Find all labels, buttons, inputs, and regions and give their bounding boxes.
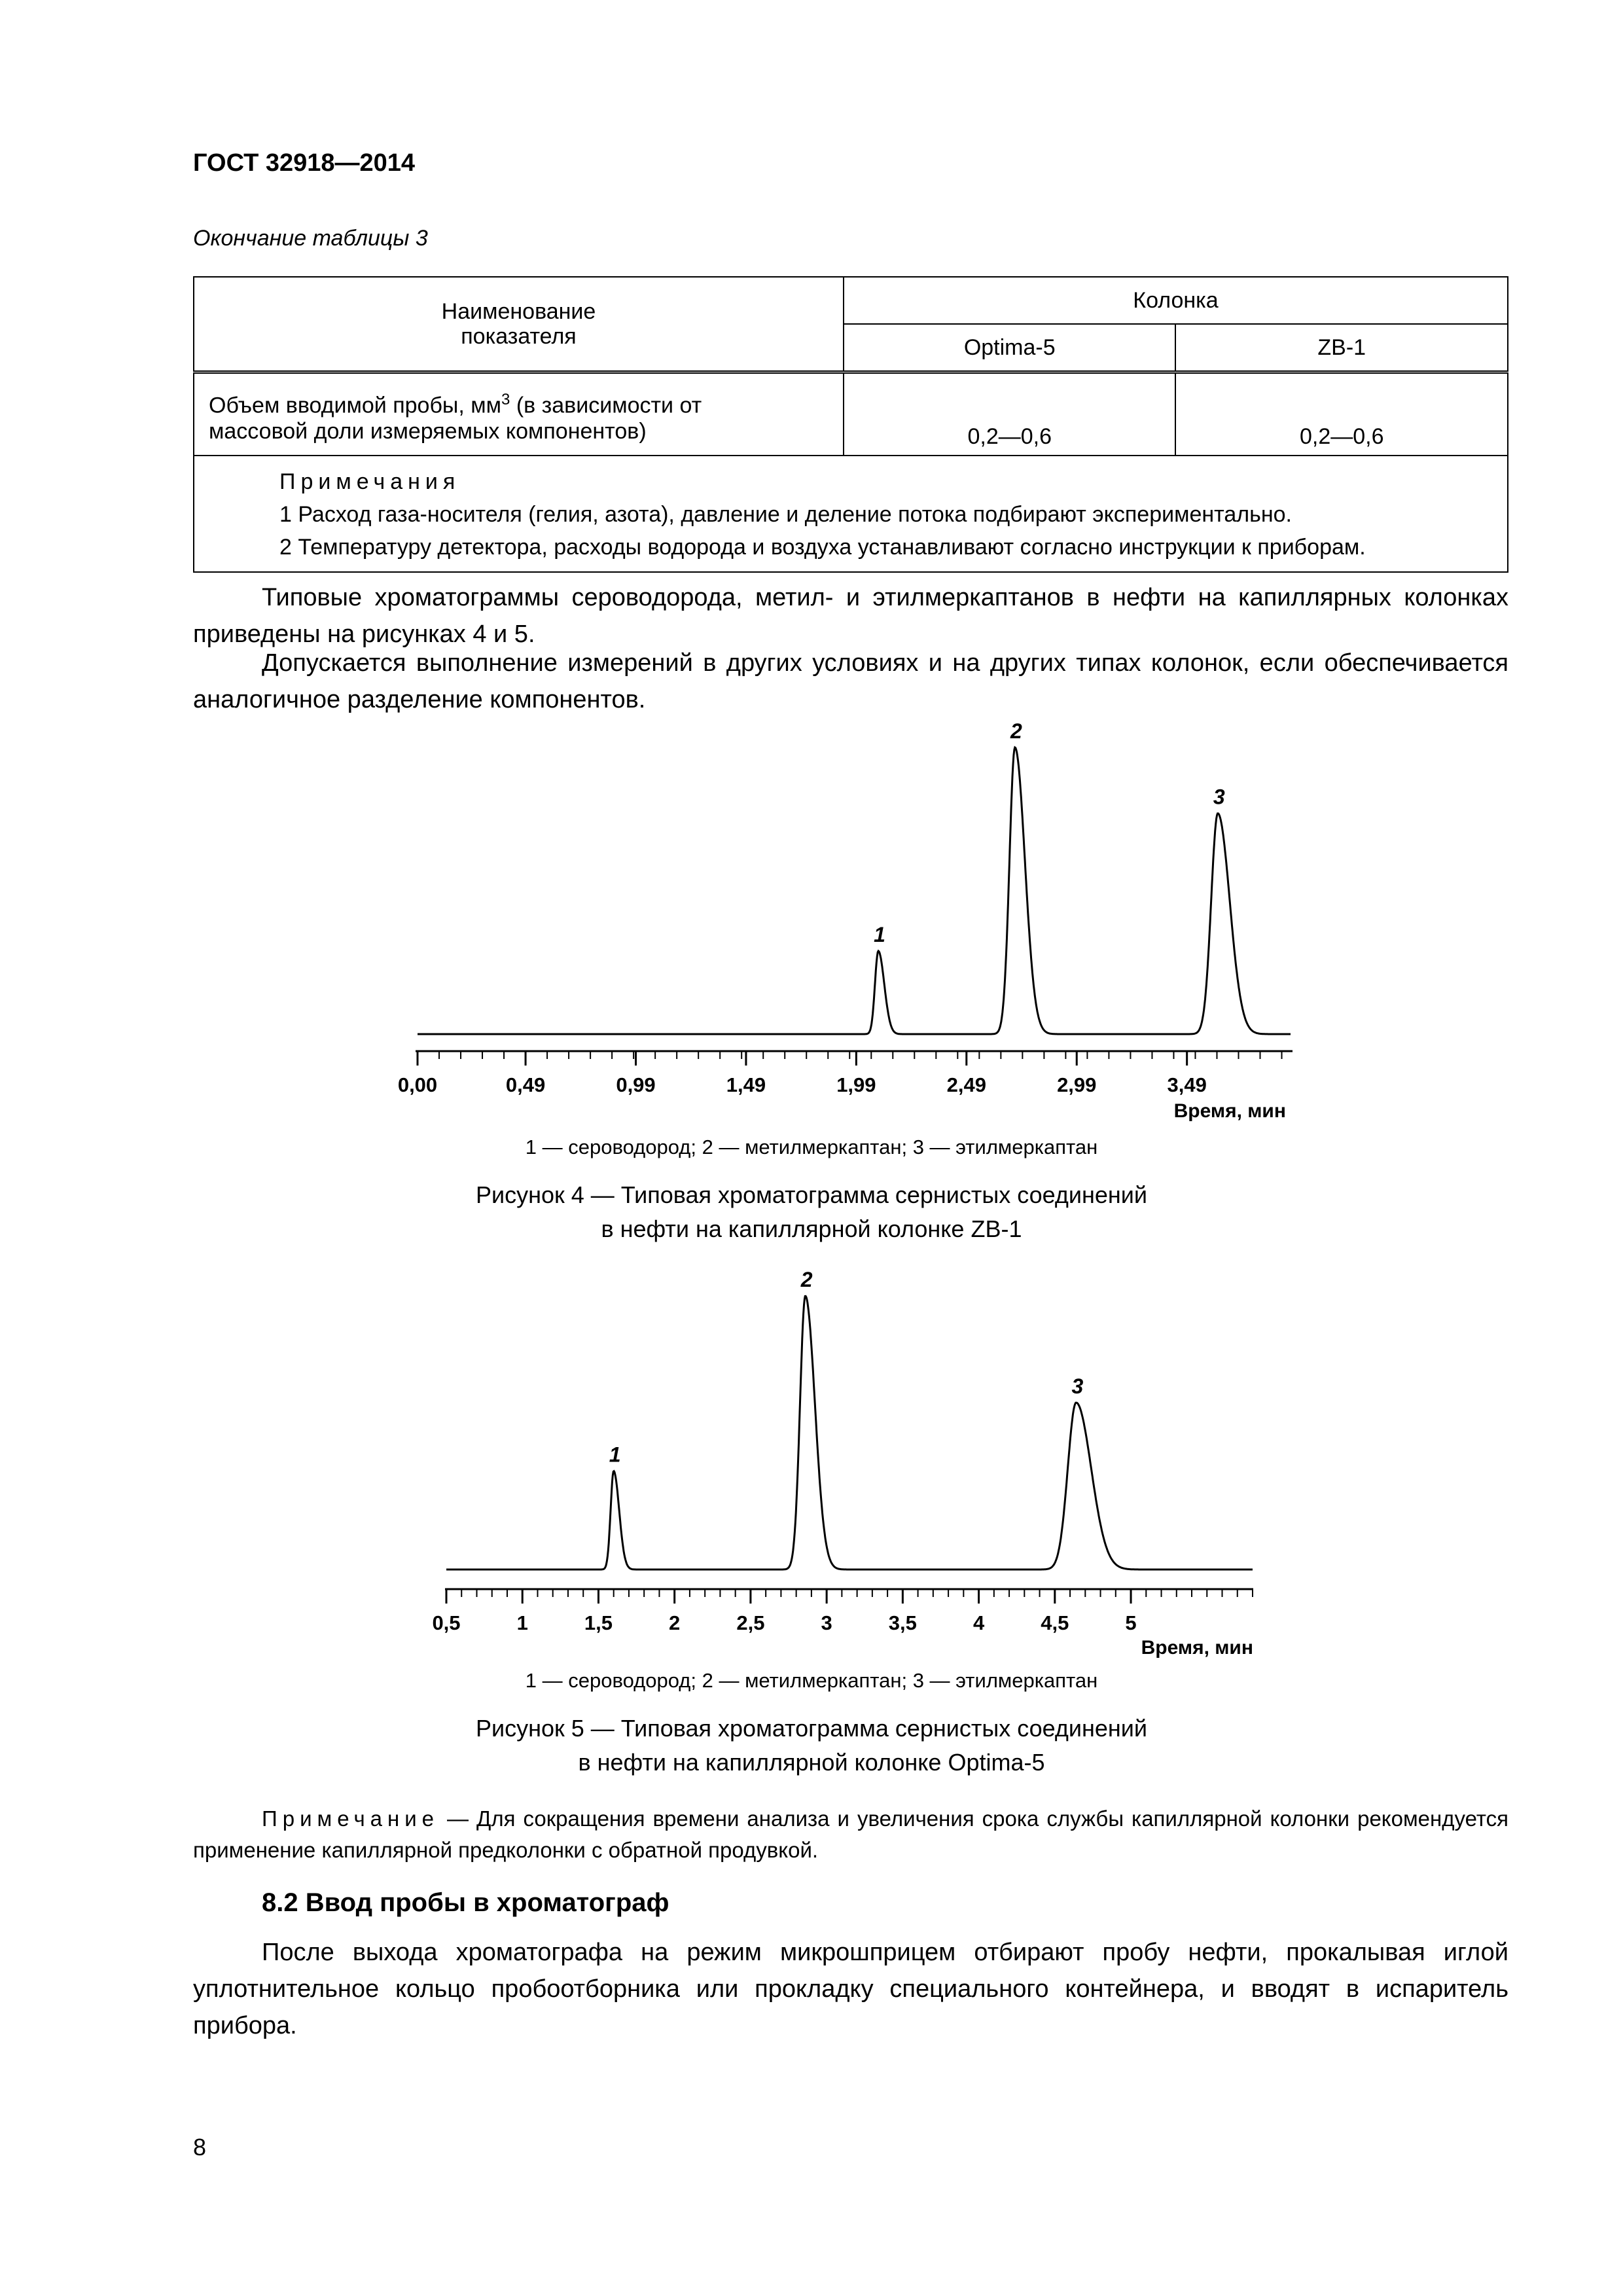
page-number: 8 [193,2134,207,2161]
column-header-zb1: ZB-1 [1175,324,1508,372]
tick-label: 3,5 [888,1611,917,1634]
tick-label: 0,49 [505,1073,546,1096]
tick-label: 0,00 [397,1073,438,1096]
row-name-sup: 3 [501,390,510,408]
chromatogram-figure-4 [0,719,1623,1145]
section-heading: 8.2 Ввод пробы в хроматограф [262,1888,669,1917]
section-paragraph: После выхода хроматографа на режим микрошприцем отбирают пробу нефти, прокалывая иглой уплотнительное кольцо пробоотборника или прокладку специального контейнера, и вводят в испаритель прибора. [193,1939,1508,2039]
figure-4-caption-line2: в нефти на капиллярной колонке ZB-1 [601,1215,1022,1242]
peak-label: 1 [874,922,885,946]
row-name-part-a: Объем вводимой пробы, мм [209,393,502,418]
tick-label: 2 [669,1611,681,1634]
chromatogram-figure-5 [0,1268,1623,1662]
figure-note-text: — Для сокращения времени анализа и увеличения срока службы капиллярной колонки рекомендуется применение капиллярной предколонки с обратной продувкой. [193,1806,1508,1862]
tick-label: 1,99 [836,1073,876,1096]
value-zb1: 0,2—0,6 [1175,372,1508,456]
paragraph-1: Типовые хроматограммы сероводорода, метил- и этилмеркаптанов в нефти на капиллярных колонках приведены на рисунках 4 и 5. [193,584,1508,648]
tick-label: 4 [972,1611,985,1634]
tick-label: 5 [1125,1611,1137,1634]
figure-5-caption [0,1712,1623,1780]
tick-label: 3 [821,1611,832,1634]
x-axis-label: Время, мин [1173,1100,1286,1122]
param-header-line1: Наименование [441,299,596,324]
tick-label: 1,5 [584,1611,613,1634]
column-header-optima: Optima-5 [844,324,1176,372]
tick-label: 2,99 [1057,1073,1097,1096]
peak-label: 3 [1213,785,1225,809]
figure-note [193,1803,1508,1866]
peak-label: 2 [800,1268,813,1291]
x-axis-label: Время, мин [1141,1637,1253,1659]
note-2: 2 Температуру детектора, расходы водорода и воздуха устанавливают согласно инструкции к приборам. [279,535,1366,560]
figure-4-caption-line1: Рисунок 4 — Типовая хроматограмма сернистых соединений [475,1181,1148,1208]
note-1: 1 Расход газа-носителя (гелия, азота), давление и деление потока подбирают экспериментально. [279,502,1292,527]
peak-label: 2 [1010,719,1022,743]
row-name-line2: массовой доли измеряемых компонентов) [209,419,647,444]
figure-5-caption-line1: Рисунок 5 — Типовая хроматограмма сернистых соединений [475,1715,1148,1742]
param-header [194,277,844,372]
table-caption: Окончание таблицы 3 [193,226,428,251]
table-3 [193,276,1508,573]
param-header-line2: показателя [461,324,577,349]
chromatogram-trace [418,747,1291,1034]
chromatogram-trace [446,1296,1253,1570]
standard-code: ГОСТ 32918—2014 [193,149,416,177]
tick-label: 2,5 [736,1611,765,1634]
figure-4-legend: 1 — сероводород; 2 — метилмеркаптан; 3 — этилмеркаптан [525,1136,1098,1158]
peak-label: 3 [1071,1374,1084,1399]
tick-label: 0,99 [616,1073,656,1096]
figure-5-caption-line2: в нефти на капиллярной колонке Optima-5 [578,1749,1045,1776]
figure-4-caption [0,1178,1623,1246]
figure-note-label: Примечание [262,1806,440,1831]
figure-5-legend: 1 — сероводород; 2 — метилмеркаптан; 3 — этилмеркаптан [525,1669,1098,1692]
tick-label: 3,49 [1167,1073,1207,1096]
peak-label: 1 [609,1443,621,1467]
value-optima: 0,2—0,6 [844,372,1176,456]
tick-label: 1 [516,1611,528,1634]
column-group-header: Колонка [844,277,1508,324]
row-name [194,372,844,456]
notes-title: Примечания [279,469,461,494]
table-notes [194,456,1508,572]
paragraph-2: Допускается выполнение измерений в других условиях и на других типах колонок, если обеспечивается аналогичное разделение компонентов. [193,649,1508,713]
tick-label: 4,5 [1041,1611,1069,1634]
tick-label: 1,49 [726,1073,766,1096]
row-name-part-b: (в зависимости от [510,393,702,418]
tick-label: 2,49 [946,1073,986,1096]
tick-label: 0,5 [432,1611,461,1634]
